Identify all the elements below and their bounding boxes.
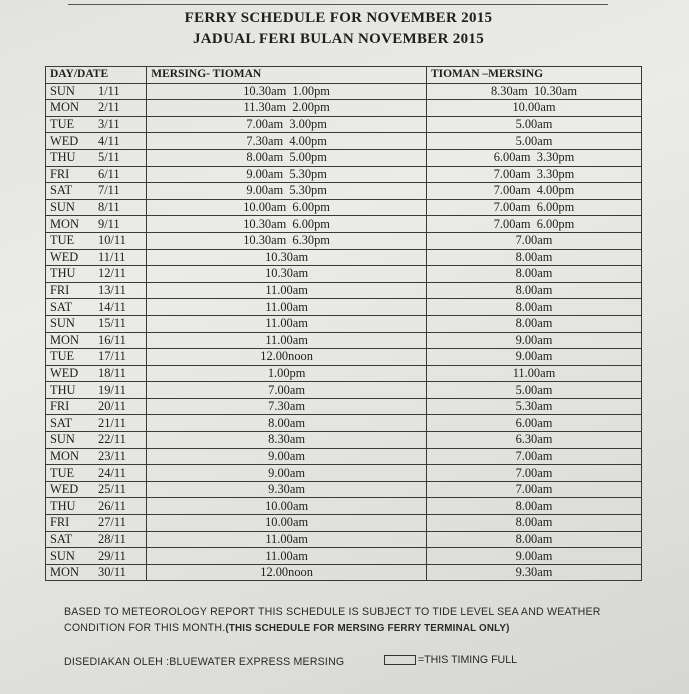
tioman-mersing-time: 8.00am	[426, 266, 641, 283]
tioman-mersing-time: 5.00am	[426, 133, 641, 150]
date-label: 5/11	[98, 150, 120, 165]
table-row	[46, 481, 642, 498]
tioman-mersing-time: 6.00am	[426, 415, 641, 432]
mersing-tioman-time: 10.30am 1.00pm	[147, 83, 427, 100]
legend	[384, 654, 517, 666]
day-label: FRI	[50, 166, 70, 181]
day-label: SUN	[50, 200, 75, 215]
date-label: 17/11	[98, 349, 126, 364]
tioman-mersing-time: 10.00am	[426, 100, 641, 117]
date-label: 6/11	[98, 166, 120, 181]
day-date-cell	[46, 365, 147, 382]
tioman-mersing-time: 7.00am	[426, 481, 641, 498]
day-label: TUE	[50, 349, 75, 364]
tioman-mersing-time: 9.30am	[426, 564, 641, 581]
day-date-cell	[46, 166, 147, 183]
day-label: TUE	[50, 465, 75, 480]
date-label: 30/11	[98, 565, 126, 580]
day-label: THU	[50, 150, 76, 165]
mersing-tioman-time: 7.30am 4.00pm	[147, 133, 427, 150]
day-label: FRI	[50, 283, 70, 298]
day-label: MON	[50, 332, 79, 347]
table-row	[46, 149, 642, 166]
tioman-mersing-time: 8.00am	[426, 315, 641, 332]
date-label: 3/11	[98, 117, 120, 132]
table-row	[46, 432, 642, 449]
day-label: MON	[50, 216, 79, 231]
table-row	[46, 315, 642, 332]
date-label: 10/11	[98, 233, 126, 248]
day-date-cell	[46, 498, 147, 515]
mersing-tioman-time: 12.00noon	[147, 349, 427, 366]
day-label: FRI	[50, 515, 70, 530]
day-date-cell	[46, 415, 147, 432]
mersing-tioman-time: 11.00am	[147, 548, 427, 565]
tioman-mersing-time: 5.00am	[426, 382, 641, 399]
tioman-mersing-time: 8.00am	[426, 249, 641, 266]
mersing-tioman-time: 7.00am 3.00pm	[147, 116, 427, 133]
mersing-tioman-time: 8.00am	[147, 415, 427, 432]
mersing-tioman-time: 11.00am	[147, 282, 427, 299]
day-date-cell	[46, 448, 147, 465]
day-date-cell	[46, 531, 147, 548]
table-row	[46, 365, 642, 382]
date-label: 2/11	[98, 100, 120, 115]
date-label: 22/11	[98, 432, 126, 447]
mersing-tioman-time: 12.00noon	[147, 564, 427, 581]
date-label: 25/11	[98, 482, 126, 497]
mersing-tioman-time: 10.00am	[147, 498, 427, 515]
table-row	[46, 531, 642, 548]
table-header-row	[46, 67, 642, 84]
mersing-tioman-time: 10.30am 6.00pm	[147, 216, 427, 233]
schedule-note	[64, 604, 644, 637]
day-label: SUN	[50, 432, 75, 447]
day-date-cell	[46, 315, 147, 332]
date-label: 23/11	[98, 448, 126, 463]
mersing-tioman-time: 10.00am 6.00pm	[147, 199, 427, 216]
date-label: 11/11	[98, 249, 126, 264]
tioman-mersing-time: 6.30am	[426, 432, 641, 449]
day-date-cell	[46, 432, 147, 449]
title-malay: JADUAL FERI BULAN NOVEMBER 2015	[193, 31, 484, 47]
day-label: THU	[50, 382, 76, 397]
mersing-tioman-time: 9.30am	[147, 481, 427, 498]
table-row	[46, 498, 642, 515]
day-date-cell	[46, 266, 147, 283]
date-label: 1/11	[98, 83, 120, 98]
date-label: 28/11	[98, 531, 126, 546]
table-row	[46, 100, 642, 117]
tioman-mersing-time: 7.00am 3.30pm	[426, 166, 641, 183]
ferry-schedule-table	[45, 66, 642, 581]
date-label: 24/11	[98, 465, 126, 480]
day-label: MON	[50, 448, 79, 463]
tioman-mersing-time: 5.00am	[426, 116, 641, 133]
table-row	[46, 415, 642, 432]
tioman-mersing-time: 8.00am	[426, 531, 641, 548]
date-label: 14/11	[98, 299, 126, 314]
day-date-cell	[46, 465, 147, 482]
day-date-cell	[46, 100, 147, 117]
table-row	[46, 166, 642, 183]
table-row	[46, 465, 642, 482]
mersing-tioman-time: 9.00am	[147, 465, 427, 482]
tioman-mersing-time: 9.00am	[426, 349, 641, 366]
day-date-cell	[46, 398, 147, 415]
day-date-cell	[46, 149, 147, 166]
table-row	[46, 116, 642, 133]
mersing-tioman-time: 11.30am 2.00pm	[147, 100, 427, 117]
day-label: SAT	[50, 183, 73, 198]
day-label: WED	[50, 249, 79, 264]
table-row	[46, 199, 642, 216]
tioman-mersing-time: 6.00am 3.30pm	[426, 149, 641, 166]
tioman-mersing-time: 11.00am	[426, 365, 641, 382]
day-date-cell	[46, 232, 147, 249]
tioman-mersing-time: 8.00am	[426, 498, 641, 515]
mersing-tioman-time: 10.00am	[147, 515, 427, 532]
note-terminal-only: (THIS SCHEDULE FOR MERSING FERRY TERMINAL ONLY)	[225, 623, 510, 634]
table-row	[46, 216, 642, 233]
mersing-tioman-time: 11.00am	[147, 299, 427, 316]
date-label: 19/11	[98, 382, 126, 397]
mersing-tioman-time: 11.00am	[147, 332, 427, 349]
day-date-cell	[46, 564, 147, 581]
day-date-cell	[46, 382, 147, 399]
day-label: TUE	[50, 117, 75, 132]
day-label: TUE	[50, 233, 75, 248]
legend-box-icon	[384, 655, 416, 665]
table-row	[46, 232, 642, 249]
table-row	[46, 548, 642, 565]
mersing-tioman-time: 10.30am 6.30pm	[147, 232, 427, 249]
date-label: 20/11	[98, 399, 126, 414]
day-label: SUN	[50, 316, 75, 331]
date-label: 27/11	[98, 515, 126, 530]
table-row	[46, 299, 642, 316]
day-date-cell	[46, 332, 147, 349]
day-date-cell	[46, 349, 147, 366]
column-header-day-date: DAY/DATE	[46, 67, 147, 84]
day-date-cell	[46, 116, 147, 133]
table-row	[46, 332, 642, 349]
table-row	[46, 398, 642, 415]
table-row	[46, 183, 642, 200]
mersing-tioman-time: 8.30am	[147, 432, 427, 449]
table-row	[46, 349, 642, 366]
table-row	[46, 83, 642, 100]
mersing-tioman-time: 9.00am 5.30pm	[147, 183, 427, 200]
table-row	[46, 266, 642, 283]
day-label: SUN	[50, 83, 75, 98]
tioman-mersing-time: 7.00am	[426, 448, 641, 465]
date-label: 16/11	[98, 332, 126, 347]
tioman-mersing-time: 7.00am	[426, 232, 641, 249]
tioman-mersing-time: 9.00am	[426, 548, 641, 565]
mersing-tioman-time: 7.30am	[147, 398, 427, 415]
date-label: 29/11	[98, 548, 126, 563]
day-date-cell	[46, 481, 147, 498]
mersing-tioman-time: 11.00am	[147, 315, 427, 332]
column-header-tioman-mersing: TIOMAN –MERSING	[426, 67, 641, 84]
date-label: 26/11	[98, 498, 126, 513]
day-label: THU	[50, 266, 76, 281]
day-label: THU	[50, 498, 76, 513]
mersing-tioman-time: 1.00pm	[147, 365, 427, 382]
table-row	[46, 249, 642, 266]
day-label: SAT	[50, 299, 73, 314]
day-label: WED	[50, 365, 79, 380]
schedule-rows	[46, 83, 642, 581]
day-label: WED	[50, 482, 79, 497]
table-row	[46, 448, 642, 465]
day-date-cell	[46, 199, 147, 216]
day-date-cell	[46, 515, 147, 532]
column-header-mersing-tioman: MERSING- TIOMAN	[147, 67, 427, 84]
tioman-mersing-time: 9.00am	[426, 332, 641, 349]
date-label: 15/11	[98, 316, 126, 331]
date-label: 7/11	[98, 183, 120, 198]
day-label: SAT	[50, 531, 73, 546]
day-date-cell	[46, 299, 147, 316]
legend-label: =THIS TIMING FULL	[418, 654, 517, 666]
day-date-cell	[46, 83, 147, 100]
day-label: FRI	[50, 399, 70, 414]
tioman-mersing-time: 8.30am 10.30am	[426, 83, 641, 100]
date-label: 13/11	[98, 283, 126, 298]
top-rule	[68, 4, 608, 5]
tioman-mersing-time: 8.00am	[426, 282, 641, 299]
tioman-mersing-time: 5.30am	[426, 398, 641, 415]
day-date-cell	[46, 216, 147, 233]
table-row	[46, 133, 642, 150]
mersing-tioman-time: 10.30am	[147, 249, 427, 266]
date-label: 18/11	[98, 365, 126, 380]
tioman-mersing-time: 7.00am	[426, 465, 641, 482]
tioman-mersing-time: 7.00am 6.00pm	[426, 199, 641, 216]
date-label: 8/11	[98, 200, 120, 215]
prepared-by: DISEDIAKAN OLEH :BLUEWATER EXPRESS MERSING	[64, 656, 345, 668]
table-row	[46, 564, 642, 581]
mersing-tioman-time: 8.00am 5.00pm	[147, 149, 427, 166]
tioman-mersing-time: 7.00am 6.00pm	[426, 216, 641, 233]
day-date-cell	[46, 548, 147, 565]
table-row	[46, 382, 642, 399]
note-text: BASED TO METEOROLOGY REPORT THIS SCHEDULE IS SUBJECT TO TIDE LEVEL SEA AND WEATHER CONDITION FOR THIS MONTH.	[64, 606, 601, 634]
mersing-tioman-time: 9.00am	[147, 448, 427, 465]
mersing-tioman-time: 9.00am 5.30pm	[147, 166, 427, 183]
tioman-mersing-time: 8.00am	[426, 299, 641, 316]
day-label: MON	[50, 565, 79, 580]
date-label: 12/11	[98, 266, 126, 281]
tioman-mersing-time: 7.00am 4.00pm	[426, 183, 641, 200]
date-label: 4/11	[98, 133, 120, 148]
table-row	[46, 515, 642, 532]
day-label: SUN	[50, 548, 75, 563]
date-label: 9/11	[98, 216, 120, 231]
day-date-cell	[46, 249, 147, 266]
table-row	[46, 282, 642, 299]
mersing-tioman-time: 11.00am	[147, 531, 427, 548]
day-date-cell	[46, 183, 147, 200]
mersing-tioman-time: 7.00am	[147, 382, 427, 399]
tioman-mersing-time: 8.00am	[426, 515, 641, 532]
date-label: 21/11	[98, 415, 126, 430]
day-label: MON	[50, 100, 79, 115]
mersing-tioman-time: 10.30am	[147, 266, 427, 283]
day-date-cell	[46, 282, 147, 299]
day-label: WED	[50, 133, 79, 148]
day-date-cell	[46, 133, 147, 150]
day-label: SAT	[50, 415, 73, 430]
title-english: FERRY SCHEDULE FOR NOVEMBER 2015	[184, 10, 493, 26]
